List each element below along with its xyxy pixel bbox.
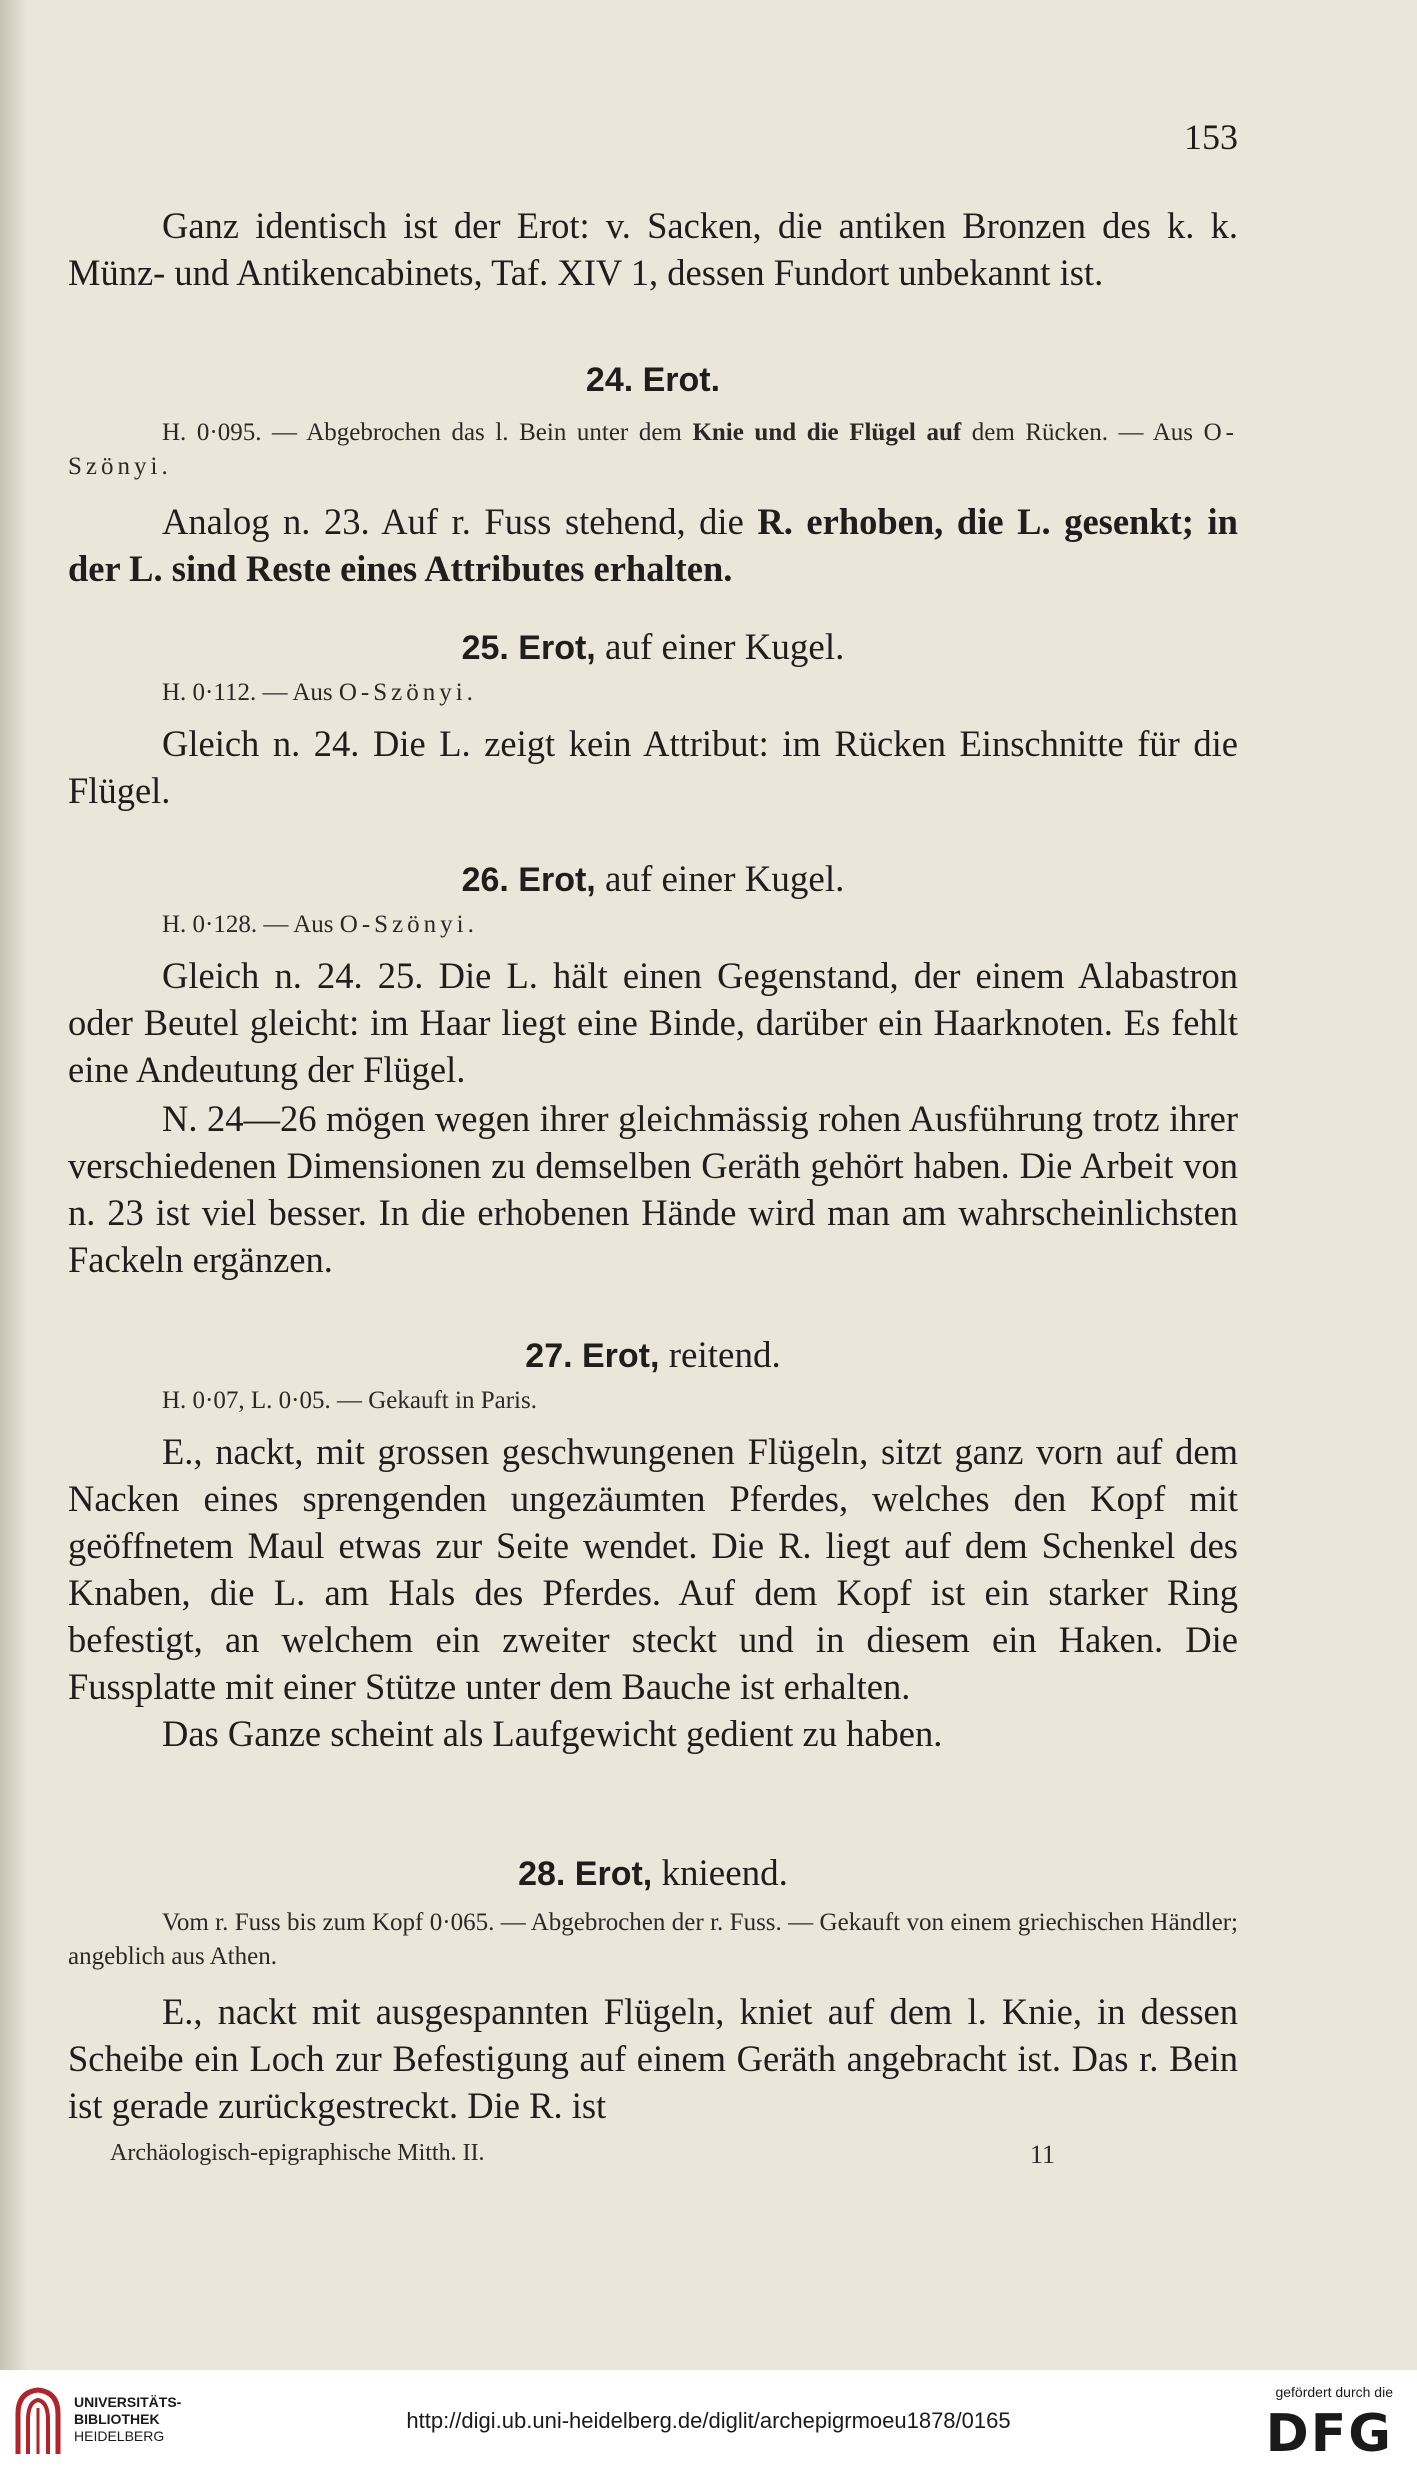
intro-block: [68, 202, 1238, 296]
entry-subtitle: auf einer Kugel.: [595, 627, 845, 668]
library-line-1: UNIVERSITÄTS-: [74, 2394, 182, 2410]
library-line-3: HEIDELBERG: [74, 2428, 165, 2444]
entry-meta: [68, 908, 1238, 942]
entry-25: [68, 624, 1238, 814]
entry-body: E., nackt mit ausgespannten Flügeln, kniet auf dem l. Knie, in dessen Scheibe ein Loch zur Befestigung auf einem Geräth angebracht ist. Das r. Bein ist gerade zurückgestreckt. Die R. ist: [68, 1991, 1238, 2126]
entry-meta: [68, 416, 1238, 484]
funding-note: gefördert durch die: [1275, 2384, 1393, 2400]
meta-text: H. 0·095. — Abgebrochen das l. Bein unter dem: [162, 419, 693, 446]
entry-number: 25. Erot,: [461, 629, 596, 667]
source-url[interactable]: http://digi.ub.uni-heidelberg.de/diglit/archepigrmoeu1878/0165: [406, 2408, 1011, 2433]
dfg-logo: DFG: [1265, 2404, 1393, 2464]
entry-24: [68, 356, 1238, 592]
body-text: Analog n. 23. Auf r. Fuss stehend, die: [162, 501, 758, 542]
entry-body: E., nackt, mit grossen geschwungenen Flügeln, sitzt ganz vorn auf dem Nacken eines sprengenden ungezäumten Pferdes, welches den Kopf mit geöffnetem Maul etwas zur Seite wendet. Die R. liegt auf dem Schenkel des Knaben, die L. am Hals des Pferdes. Auf dem Kopf ist ein starker Ring befestigt, an welchem ein zweiter steckt und in diesem ein Haken. Die Fussplatte mit einer Stütze unter dem Bauche ist erhalten.: [68, 1431, 1238, 1707]
page-shadow: [0, 0, 28, 2370]
meta-text-2: dem Rücken. — Aus: [961, 419, 1204, 446]
entry-heading: [68, 856, 1238, 904]
entry-number: 26. Erot,: [461, 861, 596, 899]
entry-body: Gleich n. 24. 25. Die L. hält einen Gegenstand, der einem Alabastron oder Beutel gleicht: im Haar liegt eine Binde, darüber ein Haarknoten. Es fehlt eine Andeutung der Flügel.: [68, 955, 1238, 1090]
meta-place: O-Szönyi.: [68, 419, 1238, 480]
entry-heading: [68, 1332, 1238, 1380]
entry-body: Gleich n. 24. Die L. zeigt kein Attribut: im Rücken Einschnitte für die Flügel.: [68, 723, 1238, 811]
meta-text: H. 0·128. — Aus: [162, 911, 340, 938]
library-line-2: BIBLIOTHEK: [74, 2411, 160, 2427]
entry-heading: [68, 356, 1238, 404]
entry-meta: Vom r. Fuss bis zum Kopf 0·065. — Abgebrochen der r. Fuss. — Gekauft von einem griechischen Händler; angeblich aus Athen.: [68, 1909, 1238, 1970]
meta-place: O-Szönyi.: [338, 679, 477, 706]
meta-place: O-Szönyi.: [339, 911, 478, 938]
bottom-bar: [0, 2370, 1417, 2474]
entry-subtitle: auf einer Kugel.: [595, 859, 845, 900]
entry-subtitle: reitend.: [659, 1335, 781, 1376]
footer-signature: 11: [1030, 2140, 1056, 2169]
entry-body-2: Das Ganze scheint als Laufgewicht gedient zu haben.: [162, 1713, 943, 1754]
entry-meta: [68, 676, 1238, 710]
entry-body: [68, 498, 1238, 592]
entry-body-2: N. 24—26 mögen wegen ihrer gleichmässig rohen Ausführung trotz ihrer verschiedenen Dimensionen zu demselben Geräth gehört haben. Die Arbeit von n. 23 ist viel besser. In die erhobenen Hände wird man am wahrscheinlichsten Fackeln ergänzen.: [68, 1098, 1238, 1280]
entry-heading: [68, 1850, 1238, 1898]
entry-number: 27. Erot,: [525, 1337, 660, 1375]
body-bold: R. erhoben, die L. gesenkt; in der L. sind Reste eines Attributes erhalten.: [68, 501, 1238, 589]
page-number: 153: [1184, 117, 1238, 157]
entry-28: [68, 1850, 1238, 2129]
entry-26: [68, 856, 1238, 1283]
intro-paragraph: Ganz identisch ist der Erot: v. Sacken, die antiken Bronzen des k. k. Münz- und Antikencabinets, Taf. XIV 1, dessen Fundort unbekannt ist.: [68, 205, 1238, 293]
entry-heading: [68, 624, 1238, 672]
entry-subtitle: knieend.: [652, 1853, 788, 1894]
footer-journal: Archäologisch-epigraphische Mitth. II.: [110, 2140, 485, 2166]
meta-text: H. 0·112. — Aus: [162, 679, 339, 706]
entry-number: 24. Erot.: [585, 361, 721, 399]
meta-bold: Knie und die Flügel auf: [692, 419, 962, 446]
entry-27: [68, 1332, 1238, 1757]
entry-number: 28. Erot,: [518, 1855, 653, 1893]
entry-meta: H. 0·07, L. 0·05. — Gekauft in Paris.: [162, 1387, 537, 1414]
